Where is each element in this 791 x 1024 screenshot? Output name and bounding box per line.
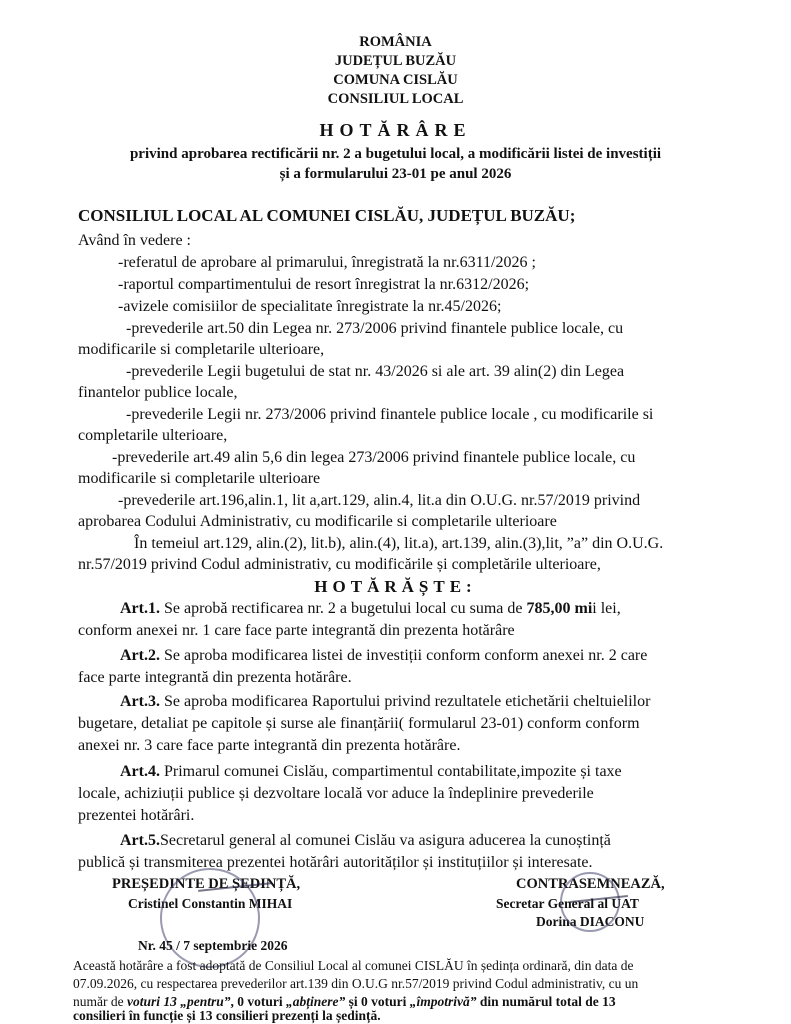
- recital-line: modificarile si completarile ulterioare: [78, 470, 321, 487]
- commune-heading: COMUNA CISLĂU: [333, 72, 458, 88]
- article-label: Art.2.: [120, 647, 160, 664]
- article-text: Se aproba modificarea listei de investiții conform conform anexei nr. 2 care: [159, 647, 648, 664]
- article-2-line-1: [120, 647, 647, 665]
- footer-text: număr de: [73, 994, 127, 1009]
- article-3-line-3: anexei nr. 3 care face parte integrantă din prezenta hotărâre.: [78, 737, 461, 754]
- secretary-title: Secretar General al UAT: [496, 896, 639, 911]
- subject-line-1: privind aprobarea rectificării nr. 2 a bugetului local, a modificării listei de investiții: [129, 146, 662, 162]
- votes-for: voturi 13 „pentru”: [126, 994, 231, 1009]
- article-3-line-2: bugetare, detaliat pe capitole și surse ale finanțării( formularul 23-01) conform conform: [78, 715, 640, 732]
- secretary-name: Dorina DIACONU: [536, 914, 645, 929]
- article-label: Art.1.: [120, 600, 160, 617]
- article-text: Primarul comunei Cislău, compartimentul contabilitate,impozite și taxe: [159, 763, 622, 780]
- article-4-line-1: [120, 763, 622, 781]
- article-4-line-2: locale, achiziuții publice și dezvoltare locală vor aduce la îndeplinire prevederile: [78, 785, 594, 802]
- considering-label: Având în vedere :: [78, 232, 191, 249]
- countersign-role: CONTRASEMNEAZĂ,: [516, 876, 665, 892]
- article-1-line-1: [120, 600, 621, 618]
- recital-line: completarile ulterioare,: [78, 427, 228, 444]
- issuer-heading: CONSILIUL LOCAL AL COMUNEI CISLĂU, JUDEȚUL BUZĂU;: [78, 206, 576, 225]
- footer-line-1: Această hotărâre a fost adoptată de Consiliul Local al comunei CISLĂU în ședința ordinară, din data de: [73, 958, 634, 973]
- recital-line: -prevederile art.50 din Legea nr. 273/2006 privind finantele publice locale, cu: [126, 320, 624, 337]
- recital-line: finantelor publice locale,: [78, 384, 238, 401]
- president-name: Cristinel Constantin MIHAI: [128, 896, 293, 911]
- footer-text: din numărul total de 13: [476, 994, 616, 1009]
- article-4-line-3: prezentei hotărâri.: [78, 807, 195, 824]
- footer-text: și 0 voturi: [345, 994, 410, 1009]
- article-label: Art.4.: [120, 763, 160, 780]
- votes-abstain: „abținere”: [286, 994, 346, 1009]
- footer-line-4: consilieri în funcție și 13 consilieri prezenți la ședință.: [73, 1008, 381, 1023]
- recital-line: -prevederile art.49 alin 5,6 din legea 273/2006 privind finantele publice locale, cu: [112, 449, 636, 466]
- president-role: PREȘEDINTE DE ȘEDINȚĂ,: [112, 876, 301, 892]
- article-5-line-1: [120, 832, 611, 850]
- votes-against: „împotrivă”: [409, 994, 477, 1009]
- article-text: Secretarul general al comunei Cislău va asigura aducerea la cunoștință: [159, 832, 611, 849]
- article-text: Se aprobă rectificarea nr. 2 a bugetului local cu suma de: [159, 600, 527, 617]
- recital-line: nr.57/2019 privind Codul administrativ, cu modificările și completările ulterioare,: [78, 556, 601, 573]
- country-heading: ROMÂNIA: [359, 34, 432, 50]
- recital-line: -avizele comisiilor de specialitate înregistrate la nr.45/2026;: [118, 298, 502, 315]
- article-label: Art.3.: [120, 693, 160, 710]
- article-text: Se aproba modificarea Raportului privind rezultatele etichetării cheltuielilor: [159, 693, 651, 710]
- county-heading: JUDEȚUL BUZĂU: [334, 53, 457, 69]
- article-unit: mi: [570, 600, 593, 617]
- document-title: HOTĂRÂRE: [319, 120, 472, 140]
- recital-line: aprobarea Codului Administrativ, cu modificarile si completarile ulterioare: [78, 513, 557, 530]
- council-heading: CONSILIUL LOCAL: [327, 91, 464, 107]
- recital-line: -prevederile Legii bugetului de stat nr. 43/2026 si ale art. 39 alin(2) din Legea: [126, 363, 625, 380]
- footer-text: , 0 voturi: [230, 994, 287, 1009]
- recital-line: modificarile si completarile ulterioare,: [78, 341, 325, 358]
- article-3-line-1: [120, 693, 650, 711]
- registration-number: Nr. 45 / 7 septembrie 2026: [138, 938, 288, 953]
- footer-line-2: 07.09.2026, cu respectarea prevederilor art.139 din O.U.G nr.57/2019 privind Codul administrativ, cu un: [73, 976, 639, 991]
- recital-line: -prevederile Legii nr. 273/2006 privind finantele publice locale , cu modificarile si: [126, 406, 654, 423]
- article-amount: 785,00: [526, 600, 571, 617]
- recital-line: -raportul compartimentului de resort înregistrat la nr.6312/2026;: [118, 276, 530, 293]
- subject-line-2: și a formularului 23-01 pe anul 2026: [279, 166, 512, 182]
- article-2-line-2: face parte integrantă din prezenta hotărâre.: [78, 669, 352, 686]
- article-text: i lei,: [592, 600, 621, 617]
- recital-line: -prevederile art.196,alin.1, lit a,art.129, alin.4, lit.a din O.U.G. nr.57/2019 privind: [118, 492, 641, 509]
- decides-heading: HOTĂRĂȘTE:: [314, 577, 477, 596]
- recital-line: În temeiul art.129, alin.(2), lit.b), alin.(4), lit.a), art.139, alin.(3),lit, ”a” din O.U.G.: [134, 535, 664, 552]
- article-label: Art.5.: [120, 832, 160, 849]
- recital-line: -referatul de aprobare al primarului, înregistrată la nr.6311/2026 ;: [118, 254, 536, 271]
- stamp-seal: [560, 872, 620, 932]
- article-5-line-2: publică și transmiterea prezentei hotărâri autorităților și instituțiilor și interesate.: [78, 854, 593, 871]
- article-1-line-2: conform anexei nr. 1 care face parte integrantă din prezenta hotărâre: [78, 622, 515, 639]
